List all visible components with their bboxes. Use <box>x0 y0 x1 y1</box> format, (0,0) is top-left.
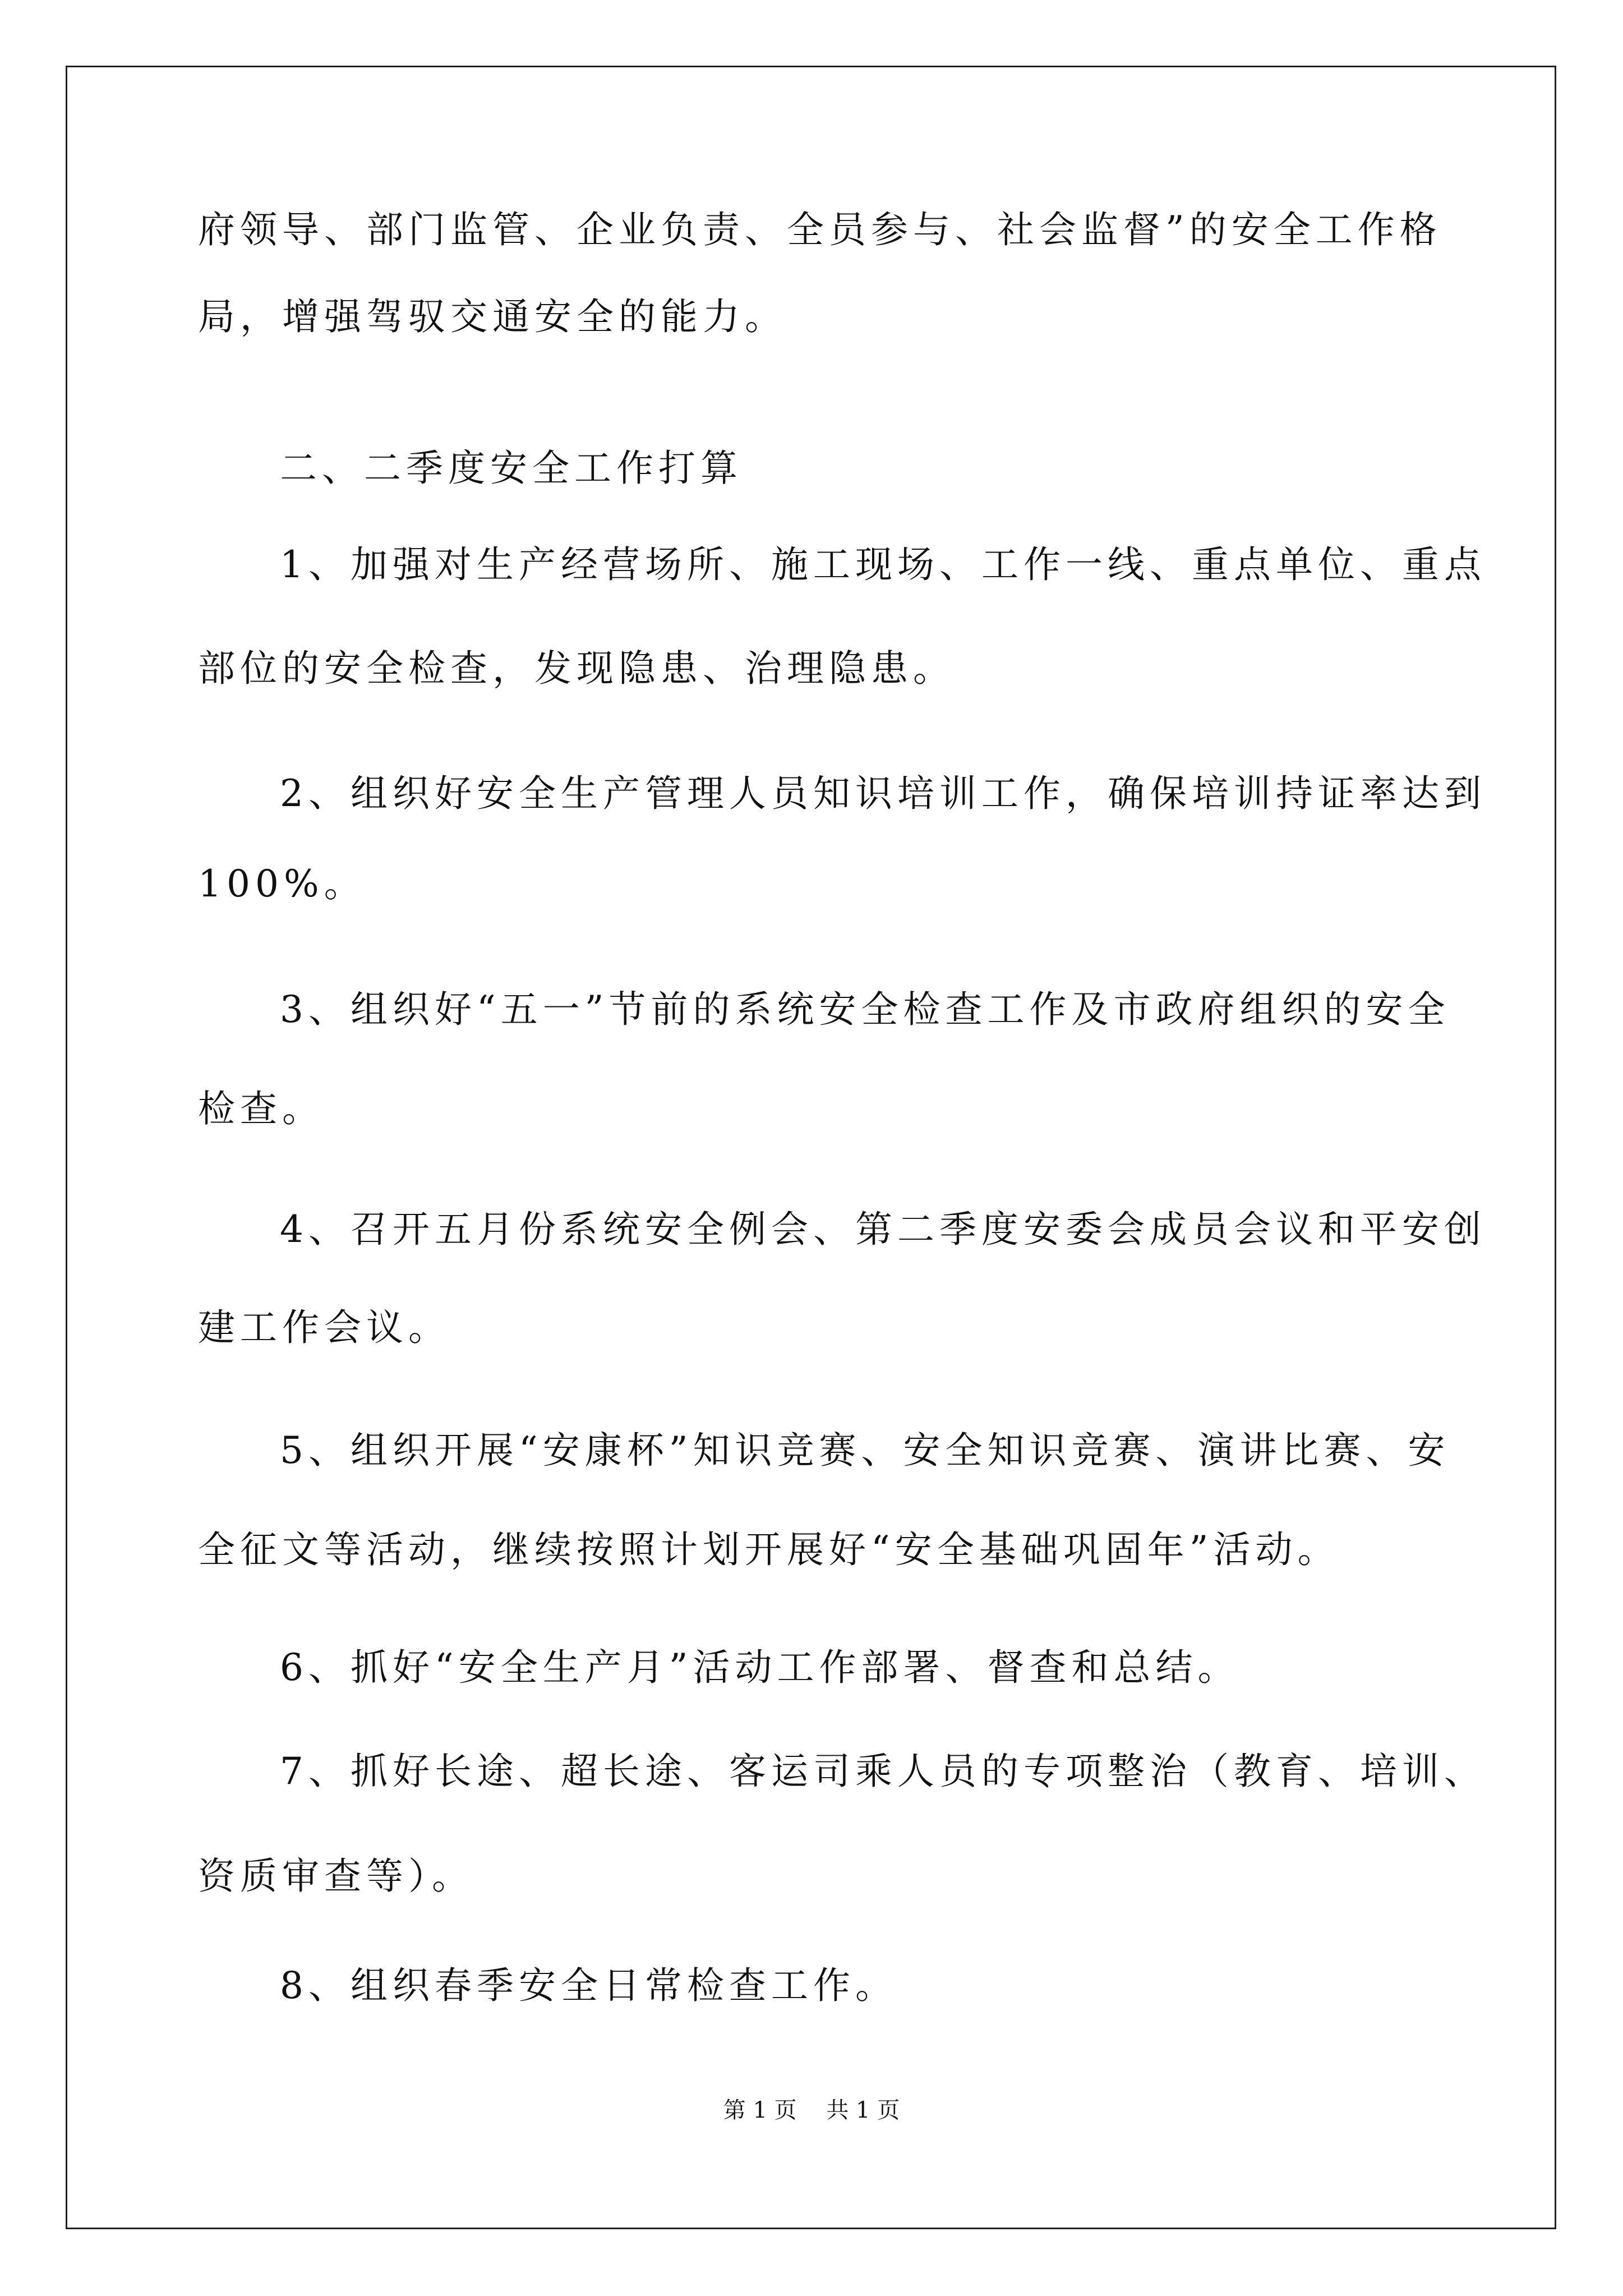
section-heading: 二、二季度安全工作打算 <box>280 447 743 490</box>
text-line: 资质审查等）。 <box>198 1855 474 1898</box>
list-item-text: 2、组织好安全生产管理人员知识培训工作，确保培训持证率达到 <box>280 772 1486 815</box>
text-line: 检查。 <box>198 1087 324 1130</box>
page-number-footer: 第 1 页 共 1 页 <box>723 2097 900 2123</box>
list-item-text: 8、组织春季安全日常检查工作。 <box>280 1964 897 2007</box>
page-border <box>66 66 1556 2229</box>
text-line: 府领导、部门监管、企业负责、全员参与、社会监督”的安全工作格 <box>198 208 1442 251</box>
text-line: 100%。 <box>198 862 366 905</box>
list-item-text: 1、加强对生产经营场所、施工现场、工作一线、重点单位、重点 <box>280 543 1486 586</box>
text-line: 局，增强驾驭交通安全的能力。 <box>198 295 787 338</box>
list-item-text: 3、组织好“五一”节前的系统安全检查工作及市政府组织的安全 <box>280 988 1450 1031</box>
list-item-text: 6、抓好“安全生产月”活动工作部署、督查和总结。 <box>280 1646 1240 1689</box>
text-line: 部位的安全检查，发现隐患、治理隐患。 <box>198 647 955 690</box>
text-line: 建工作会议。 <box>198 1306 450 1349</box>
list-item-text: 4、召开五月份系统安全例会、第二季度安委会成员会议和平安创 <box>280 1208 1486 1251</box>
list-item-text: 7、抓好长途、超长途、客运司乘人员的专项整治（教育、培训、 <box>280 1750 1486 1793</box>
list-item-text: 5、组织开展“安康杯”知识竞赛、安全知识竞赛、演讲比赛、安 <box>280 1429 1450 1472</box>
text-line: 全征文等活动，继续按照计划开展好“安全基础巩固年”活动。 <box>198 1528 1340 1571</box>
